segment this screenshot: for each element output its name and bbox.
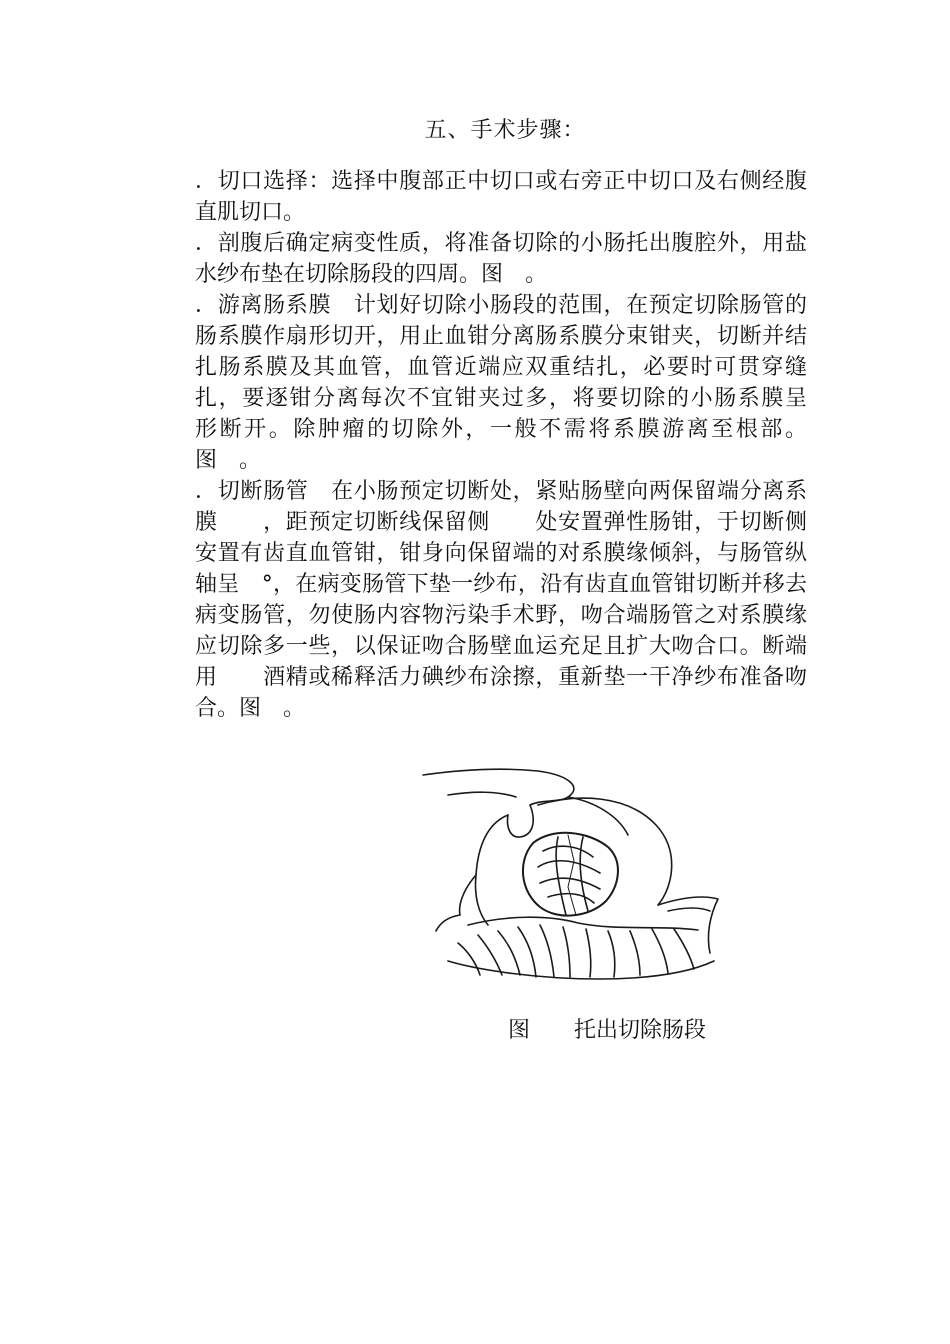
step-1: ．切口选择：选择中腹部正中切口或右旁正中切口及右侧经腹直肌切口。 <box>195 169 807 225</box>
step-2: ．剖腹后确定病变性质，将准备切除的小肠托出腹腔外，用盐水纱布垫在切除肠段的四周。图 。 <box>195 231 807 287</box>
step-4: ．切断肠管 在小肠预定切断处，紧贴肠壁向两保留端分离系膜 ，距预定切断线保留侧 处安置弹性肠钳，于切断侧安置有齿直血管钳，钳身向保留端的对系膜缘倾斜，与肠管纵轴呈 °，在病变肠管下垫一纱布，沿有齿直血管钳切断并移去病变肠管，勿使肠内容物污染手术野，吻合端肠管之对系膜缘应切除多一些，以保证吻合肠壁血运充足且扩大吻合口。断端用 酒精或稀释活力碘纱布涂擦，重新垫一干净纱布准备吻合。图 。 <box>195 479 807 721</box>
steps-body <box>185 166 830 724</box>
section-heading: 五、手术步骤： <box>424 118 586 143</box>
figure-label: 图 <box>508 1018 531 1043</box>
figure-caption <box>508 1013 706 1044</box>
figure-caption-text: 托出切除肠段 <box>574 1018 707 1043</box>
surgical-illustration <box>418 765 728 980</box>
step-3: ．游离肠系膜 计划好切除小肠段的范围，在预定切除肠管的肠系膜作扇形切开，用止血钳分离肠系膜分束钳夹，切断并结扎肠系膜及其血管，血管近端应双重结扎，必要时可贯穿缝扎，要逐钳分离每次不宜钳夹过多，将要切除的小肠系膜呈 形断开。除肿瘤的切除外，一般不需将系膜游离至根部。图 。 <box>195 293 830 473</box>
